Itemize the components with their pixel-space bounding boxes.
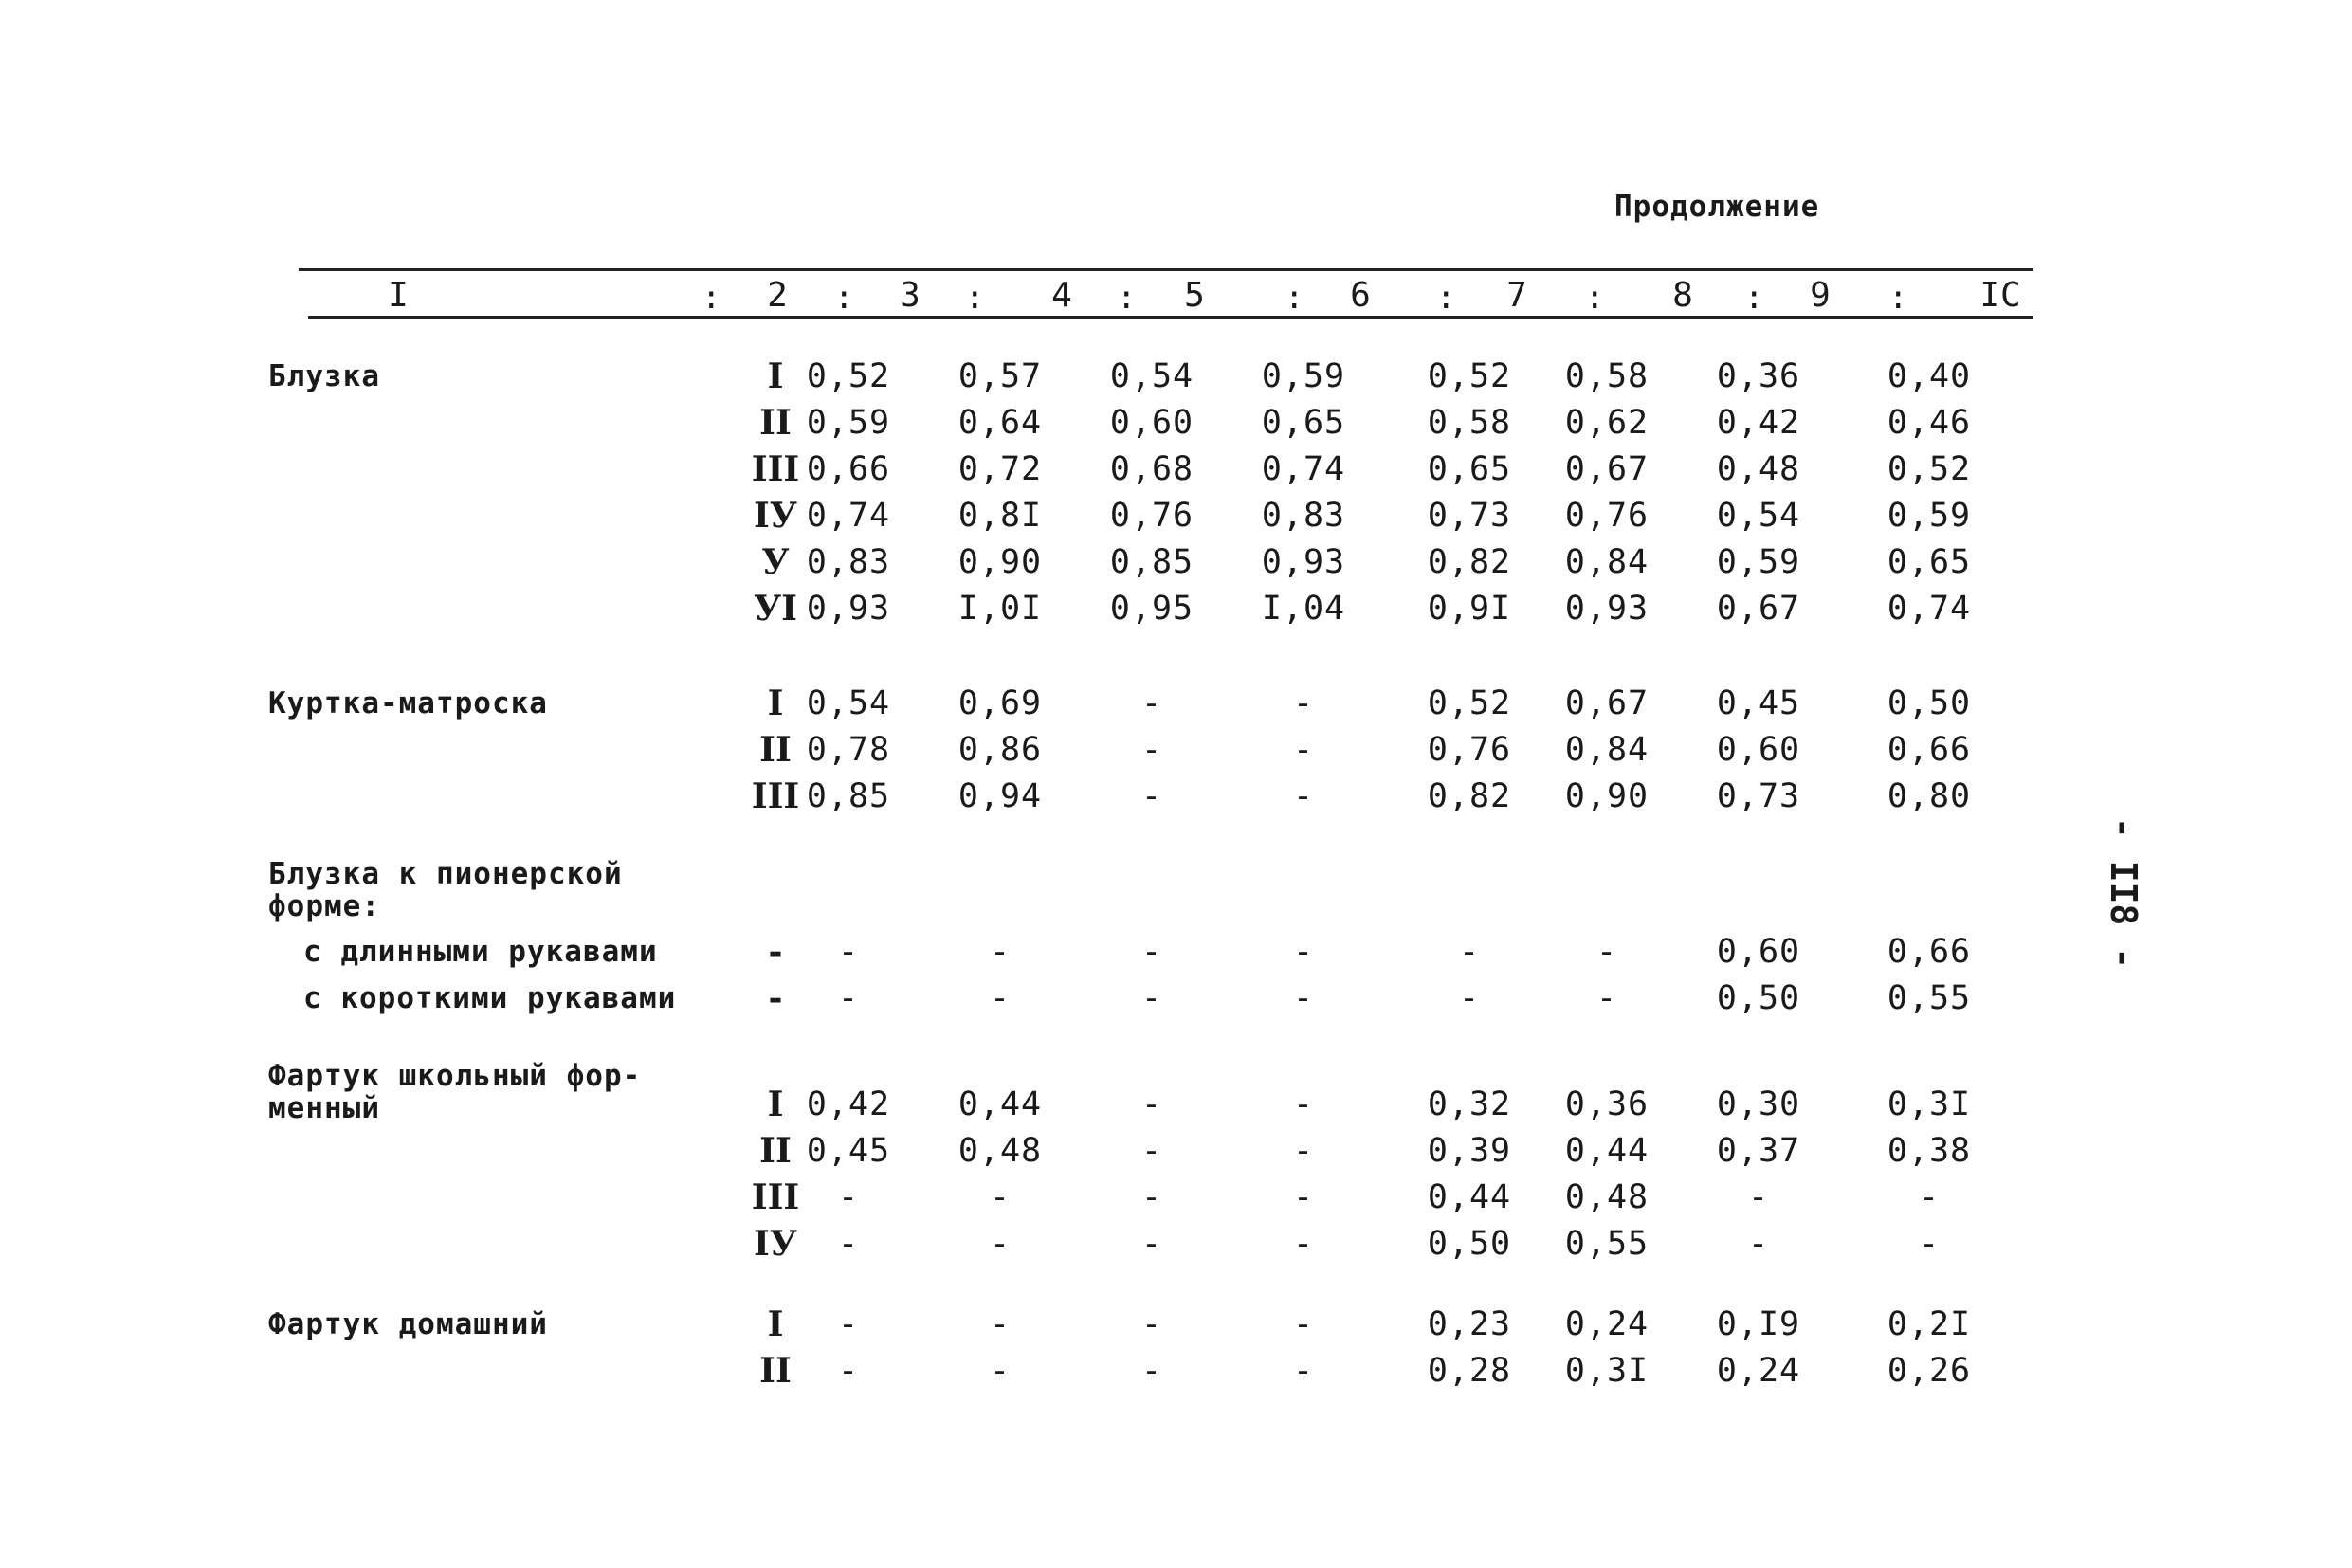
value-cell: 0,52 <box>806 357 891 395</box>
column-header: IC <box>1979 276 2021 315</box>
table-row <box>0 681 2352 726</box>
column-separator: : <box>834 279 854 317</box>
value-cell: 0,60 <box>1716 933 1801 971</box>
value-cell: 0,52 <box>1427 684 1512 722</box>
value-cell: 0,48 <box>957 1132 1043 1170</box>
value-cell: - <box>837 1352 860 1390</box>
size-cell: II <box>759 1351 792 1391</box>
value-cell: 0,66 <box>1887 731 1972 769</box>
value-cell: 0,90 <box>1564 777 1650 815</box>
value-cell: 0,93 <box>1261 543 1346 581</box>
column-header: 6 <box>1350 276 1371 315</box>
value-cell: 0,85 <box>1109 543 1194 581</box>
column-header: 3 <box>900 276 921 315</box>
value-cell: - <box>1140 1352 1163 1390</box>
column-header: 7 <box>1506 276 1527 315</box>
value-cell: 0,60 <box>1716 731 1801 769</box>
size-cell: I <box>767 684 784 723</box>
value-cell: 0,50 <box>1427 1225 1512 1263</box>
value-cell: 0,59 <box>1716 543 1801 581</box>
value-cell: 0,I9 <box>1716 1305 1801 1343</box>
size-cell: У <box>761 542 790 582</box>
column-header: 2 <box>767 276 788 315</box>
value-cell: 0,50 <box>1716 979 1801 1017</box>
column-separator: : <box>702 279 721 317</box>
value-cell: 0,59 <box>1887 497 1972 535</box>
value-cell: - <box>1595 933 1618 971</box>
value-cell: - <box>1140 777 1163 815</box>
value-cell: 0,8I <box>957 497 1043 535</box>
size-cell: II <box>759 730 792 770</box>
value-cell: 0,69 <box>957 684 1043 722</box>
table-row <box>0 1221 2352 1267</box>
value-cell: - <box>837 979 860 1017</box>
value-cell: - <box>989 1305 1012 1343</box>
value-cell: 0,2I <box>1887 1305 1972 1343</box>
value-cell: 0,48 <box>1564 1178 1650 1216</box>
value-cell: 0,93 <box>806 590 891 628</box>
table-row <box>0 1302 2352 1347</box>
value-cell: 0,44 <box>1564 1132 1650 1170</box>
value-cell: 0,45 <box>806 1132 891 1170</box>
size-cell: III <box>751 449 800 489</box>
value-cell: 0,40 <box>1887 357 1972 395</box>
column-header: 9 <box>1810 276 1831 315</box>
value-cell: - <box>1140 1225 1163 1263</box>
column-separator: : <box>1585 279 1605 317</box>
value-cell: 0,36 <box>1716 357 1801 395</box>
size-cell: I <box>767 1304 784 1344</box>
value-cell: 0,57 <box>957 357 1043 395</box>
value-cell: 0,65 <box>1261 404 1346 442</box>
value-cell: 0,74 <box>806 497 891 535</box>
value-cell: - <box>837 1305 860 1343</box>
value-cell: 0,73 <box>1427 497 1512 535</box>
value-cell: 0,62 <box>1564 404 1650 442</box>
value-cell: - <box>989 1178 1012 1216</box>
column-header: I <box>388 276 409 315</box>
value-cell: 0,93 <box>1564 590 1650 628</box>
value-cell: - <box>1292 1305 1315 1343</box>
value-cell: - <box>1292 777 1315 815</box>
value-cell: - <box>1140 684 1163 722</box>
value-cell: 0,48 <box>1716 450 1801 488</box>
value-cell: 0,58 <box>1564 357 1650 395</box>
value-cell: 0,50 <box>1887 684 1972 722</box>
value-cell: 0,42 <box>806 1085 891 1123</box>
value-cell: - <box>1595 979 1618 1017</box>
value-cell: 0,83 <box>1261 497 1346 535</box>
value-cell: 0,45 <box>1716 684 1801 722</box>
value-cell: 0,83 <box>806 543 891 581</box>
table-row <box>0 354 2352 399</box>
column-header: 8 <box>1672 276 1693 315</box>
value-cell: - <box>1747 1225 1770 1263</box>
size-cell: УI <box>753 589 798 629</box>
row-label: с длинными рукавами <box>303 935 658 969</box>
value-cell: 0,66 <box>806 450 891 488</box>
value-cell: 0,59 <box>1261 357 1346 395</box>
value-cell: 0,54 <box>806 684 891 722</box>
table-row <box>0 1082 2352 1127</box>
table-row <box>0 1175 2352 1220</box>
table-row <box>0 929 2352 975</box>
value-cell: - <box>1918 1225 1941 1263</box>
table-row <box>0 975 2352 1021</box>
value-cell: 0,23 <box>1427 1305 1512 1343</box>
value-cell: 0,76 <box>1427 731 1512 769</box>
value-cell: 0,67 <box>1564 450 1650 488</box>
value-cell: 0,66 <box>1887 933 1972 971</box>
value-cell: 0,37 <box>1716 1132 1801 1170</box>
table-row <box>0 400 2352 446</box>
value-cell: - <box>1292 1132 1315 1170</box>
value-cell: 0,3I <box>1564 1352 1650 1390</box>
size-cell: - <box>768 932 783 972</box>
value-cell: - <box>1140 979 1163 1017</box>
value-cell: - <box>1292 1225 1315 1263</box>
table-row <box>0 447 2352 492</box>
value-cell: - <box>989 933 1012 971</box>
value-cell: I,0I <box>957 590 1043 628</box>
value-cell: - <box>1292 1352 1315 1390</box>
table-row <box>0 493 2352 538</box>
value-cell: - <box>1140 1305 1163 1343</box>
group-label: форме: <box>268 889 380 923</box>
value-cell: 0,46 <box>1887 404 1972 442</box>
value-cell: 0,64 <box>957 404 1043 442</box>
value-cell: 0,85 <box>806 777 891 815</box>
value-cell: 0,74 <box>1887 590 1972 628</box>
value-cell: 0,82 <box>1427 777 1512 815</box>
value-cell: 0,78 <box>806 731 891 769</box>
value-cell: - <box>1747 1178 1770 1216</box>
value-cell: 0,67 <box>1564 684 1650 722</box>
group-label: Фартук школьный фор- <box>268 1059 642 1093</box>
value-cell: - <box>1140 1085 1163 1123</box>
column-separator: : <box>1888 279 1908 317</box>
value-cell: 0,65 <box>1887 543 1972 581</box>
value-cell: - <box>1140 933 1163 971</box>
value-cell: - <box>1458 933 1481 971</box>
column-header: 5 <box>1184 276 1205 315</box>
value-cell: 0,84 <box>1564 731 1650 769</box>
value-cell: 0,54 <box>1109 357 1194 395</box>
page-number: - II8 - <box>2103 816 2145 970</box>
size-cell: II <box>759 1131 792 1171</box>
header-bottom-rule <box>308 316 2033 319</box>
value-cell: 0,55 <box>1564 1225 1650 1263</box>
continuation-label: Продолжение <box>1614 190 1820 224</box>
value-cell: 0,86 <box>957 731 1043 769</box>
group-label: Блузка к пионерской <box>268 857 623 891</box>
column-separator: : <box>1436 279 1456 317</box>
value-cell: 0,24 <box>1716 1352 1801 1390</box>
value-cell: - <box>1292 1085 1315 1123</box>
value-cell: - <box>1140 1178 1163 1216</box>
value-cell: 0,82 <box>1427 543 1512 581</box>
size-cell: IУ <box>753 1224 798 1264</box>
column-separator: : <box>1744 279 1764 317</box>
value-cell: 0,72 <box>957 450 1043 488</box>
value-cell: - <box>837 1225 860 1263</box>
value-cell: 0,84 <box>1564 543 1650 581</box>
table-row <box>0 727 2352 773</box>
value-cell: 0,24 <box>1564 1305 1650 1343</box>
value-cell: 0,76 <box>1564 497 1650 535</box>
size-cell: I <box>767 1085 784 1124</box>
column-header: 4 <box>1051 276 1072 315</box>
value-cell: 0,55 <box>1887 979 1972 1017</box>
value-cell: 0,36 <box>1564 1085 1650 1123</box>
value-cell: - <box>1140 1132 1163 1170</box>
group-label: Фартук домашний <box>268 1307 548 1341</box>
value-cell: 0,32 <box>1427 1085 1512 1123</box>
value-cell: - <box>989 1352 1012 1390</box>
value-cell: - <box>837 933 860 971</box>
value-cell: 0,38 <box>1887 1132 1972 1170</box>
value-cell: 0,95 <box>1109 590 1194 628</box>
size-cell: III <box>751 1177 800 1217</box>
column-separator: : <box>1285 279 1304 317</box>
value-cell: 0,94 <box>957 777 1043 815</box>
value-cell: 0,73 <box>1716 777 1801 815</box>
value-cell: 0,76 <box>1109 497 1194 535</box>
table-row <box>0 1348 2352 1394</box>
table-row <box>0 539 2352 585</box>
value-cell: - <box>1292 933 1315 971</box>
value-cell: 0,44 <box>1427 1178 1512 1216</box>
row-label: с короткими рукавами <box>303 981 677 1015</box>
value-cell: 0,39 <box>1427 1132 1512 1170</box>
value-cell: - <box>1458 979 1481 1017</box>
value-cell: 0,65 <box>1427 450 1512 488</box>
column-separator: : <box>965 279 985 317</box>
size-cell: IУ <box>753 496 798 536</box>
value-cell: 0,60 <box>1109 404 1194 442</box>
value-cell: 0,26 <box>1887 1352 1972 1390</box>
column-separator: : <box>1117 279 1137 317</box>
size-cell: I <box>767 356 784 396</box>
value-cell: - <box>1140 731 1163 769</box>
size-cell: II <box>759 403 792 443</box>
value-cell: - <box>837 1178 860 1216</box>
value-cell: 0,52 <box>1887 450 1972 488</box>
value-cell: - <box>1918 1178 1941 1216</box>
value-cell: - <box>1292 1178 1315 1216</box>
value-cell: 0,9I <box>1427 590 1512 628</box>
table-row <box>0 586 2352 631</box>
value-cell: 0,90 <box>957 543 1043 581</box>
header-top-rule <box>299 268 2033 271</box>
group-label: Блузка <box>268 359 380 393</box>
value-cell: - <box>1292 979 1315 1017</box>
value-cell: - <box>989 1225 1012 1263</box>
group-label: Куртка-матроска <box>268 686 548 720</box>
value-cell: 0,42 <box>1716 404 1801 442</box>
group-label: менный <box>268 1091 380 1125</box>
value-cell: 0,28 <box>1427 1352 1512 1390</box>
table-row <box>0 1128 2352 1174</box>
value-cell: 0,80 <box>1887 777 1972 815</box>
value-cell: 0,74 <box>1261 450 1346 488</box>
value-cell: 0,3I <box>1887 1085 1972 1123</box>
size-cell: - <box>768 978 783 1018</box>
value-cell: 0,67 <box>1716 590 1801 628</box>
value-cell: 0,68 <box>1109 450 1194 488</box>
value-cell: 0,52 <box>1427 357 1512 395</box>
value-cell: 0,59 <box>806 404 891 442</box>
value-cell: - <box>1292 731 1315 769</box>
value-cell: 0,44 <box>957 1085 1043 1123</box>
value-cell: 0,58 <box>1427 404 1512 442</box>
value-cell: - <box>1292 684 1315 722</box>
value-cell: 0,54 <box>1716 497 1801 535</box>
table-row <box>0 774 2352 819</box>
size-cell: III <box>751 776 800 816</box>
value-cell: I,04 <box>1261 590 1346 628</box>
value-cell: 0,30 <box>1716 1085 1801 1123</box>
value-cell: - <box>989 979 1012 1017</box>
